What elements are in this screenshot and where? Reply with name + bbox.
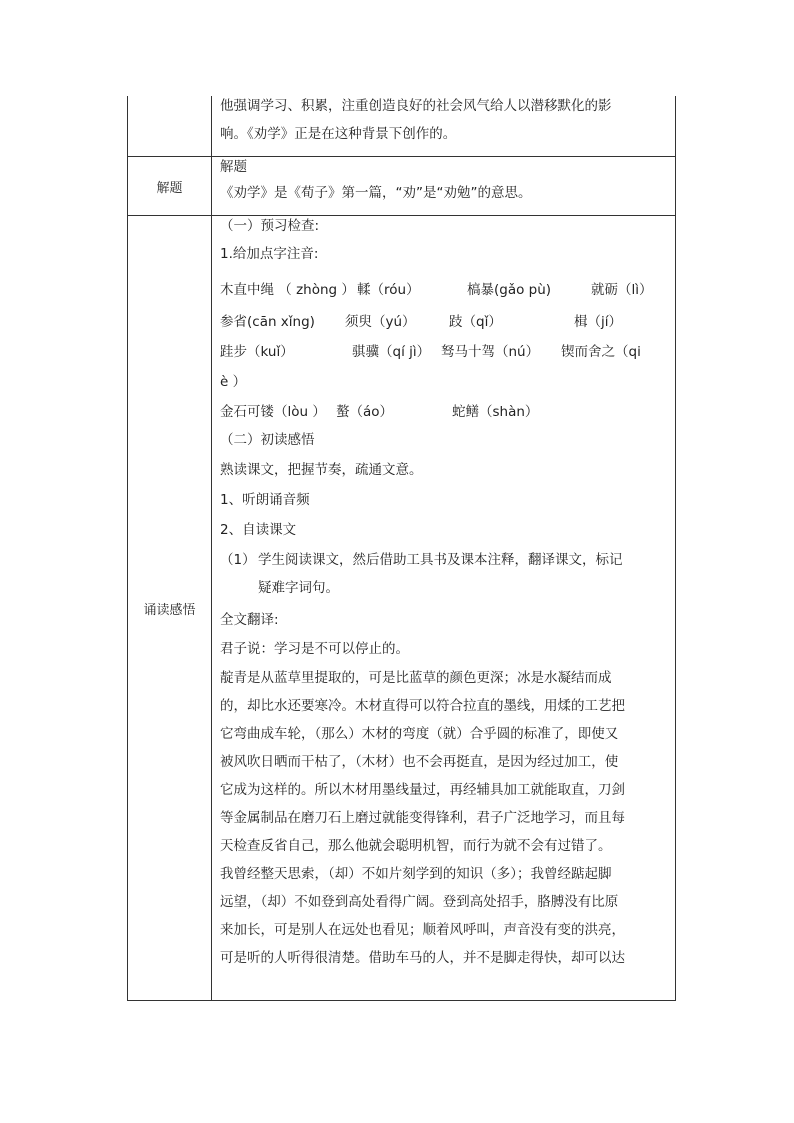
pinyin-item: 须臾（yú）: [345, 314, 416, 330]
pinyin-item: 木直中绳 （ zhòng ）: [220, 282, 355, 298]
translation-line: 来加长，可是别人在远处也看见；顺着风呼叫，声音没有变的洪亮，: [220, 922, 625, 938]
intro-line: 他强调学习、积累，注重创造良好的社会风气给人以潜移默化的影: [220, 98, 612, 114]
pinyin-row: [220, 342, 641, 362]
table-row-songdu: [128, 216, 675, 1000]
pinyin-item: 驽马十驾（nú）: [441, 344, 540, 360]
lesson-table: [127, 96, 676, 1001]
pinyin-item: 跬步（kuǐ）: [220, 344, 294, 360]
section-title: （二）初读感悟: [220, 432, 315, 448]
pinyin-item: 蛇鳝（shàn）: [452, 404, 539, 420]
pinyin-item: 輮（róu）: [357, 282, 420, 298]
section-intro: 熟读课文，把握节奏，疏通文意。: [220, 462, 423, 478]
step-item: 1、听朗诵音频: [220, 492, 310, 508]
row-label-empty: [128, 96, 212, 156]
section-title: （一）预习检查:: [220, 218, 320, 234]
step-subitem-line: 学生阅读课文，然后借助工具书及课本注释，翻译课文，标记: [258, 552, 623, 568]
jieti-text: 《劝学》是《荀子》第一篇，“劝”是“劝勉”的意思。: [220, 185, 532, 201]
section-subtitle: 1.给加点字注音:: [220, 246, 319, 262]
translation-line: 君子说：学习是不可以停止的。: [220, 641, 409, 657]
pinyin-item: 就砺（lì）: [591, 282, 653, 298]
intro-line: 响。《劝学》正是在这种背景下创作的。: [220, 126, 457, 142]
translation-title: 全文翻译:: [220, 612, 279, 628]
pinyin-item: 跂（qǐ）: [449, 314, 502, 330]
translation-line: 等金属制品在磨刀石上磨过就能变得锋利，君子广泛地学习，而且每: [220, 810, 625, 826]
translation-line: 的，却比水还要寒冷。木材直得可以符合拉直的墨线，用煣的工艺把: [220, 698, 625, 714]
row-label-jieti: 解题: [128, 157, 212, 215]
translation-line: 被风吹日晒而干枯了，（木材）也不会再挺直，是因为经过加工，使: [220, 754, 619, 770]
step-subitem-number: （1）: [220, 552, 256, 568]
translation-line: 它弯曲成车轮，（那么）木材的弯度（就）合乎圆的标准了，即使又: [220, 726, 619, 742]
pinyin-row: [220, 280, 653, 300]
step-subitem-line: 疑难字词句。: [258, 580, 339, 596]
pinyin-item: 楫（jí）: [574, 314, 623, 330]
translation-line: 远望，（却）不如登到高处看得广阔。登到高处招手，胳膊没有比原: [220, 894, 619, 910]
table-row-jieti: [128, 157, 675, 216]
translation-line: 可是听的人听得很清楚。借助车马的人，并不是脚走得快，却可以达: [220, 950, 625, 966]
step-item: 2、自读课文: [220, 522, 297, 538]
translation-line: 天检查反省自己，那么他就会聪明机智，而行为就不会有过错了。: [220, 838, 612, 854]
table-row-intro: [128, 96, 675, 157]
translation-line: 它成为这样的。所以木材用墨线量过，再经辅具加工就能取直，刀剑: [220, 782, 625, 798]
pinyin-item: 金石可镂（lòu ）: [220, 404, 326, 420]
pinyin-row: [220, 402, 538, 422]
translation-line: 我曾经整天思索，（却）不如片刻学到的知识（多）；我曾经踮起脚: [220, 866, 612, 882]
pinyin-row-continued: è ）: [220, 374, 247, 390]
row-label-songdu: 诵读感悟: [128, 216, 212, 1000]
pinyin-item: 骐骥（qí jì）: [352, 344, 431, 360]
pinyin-item: 槁暴(gǎo pù): [467, 282, 552, 298]
jieti-heading: 解题: [220, 159, 247, 175]
pinyin-item: 参省(cān xǐng): [220, 314, 315, 330]
pinyin-item: 锲而舍之（qi: [561, 344, 641, 360]
pinyin-row: [220, 312, 622, 332]
pinyin-item: 螯（áo）: [336, 404, 394, 420]
translation-line: 靛青是从蓝草里提取的，可是比蓝草的颜色更深；冰是水凝结而成: [220, 670, 612, 686]
